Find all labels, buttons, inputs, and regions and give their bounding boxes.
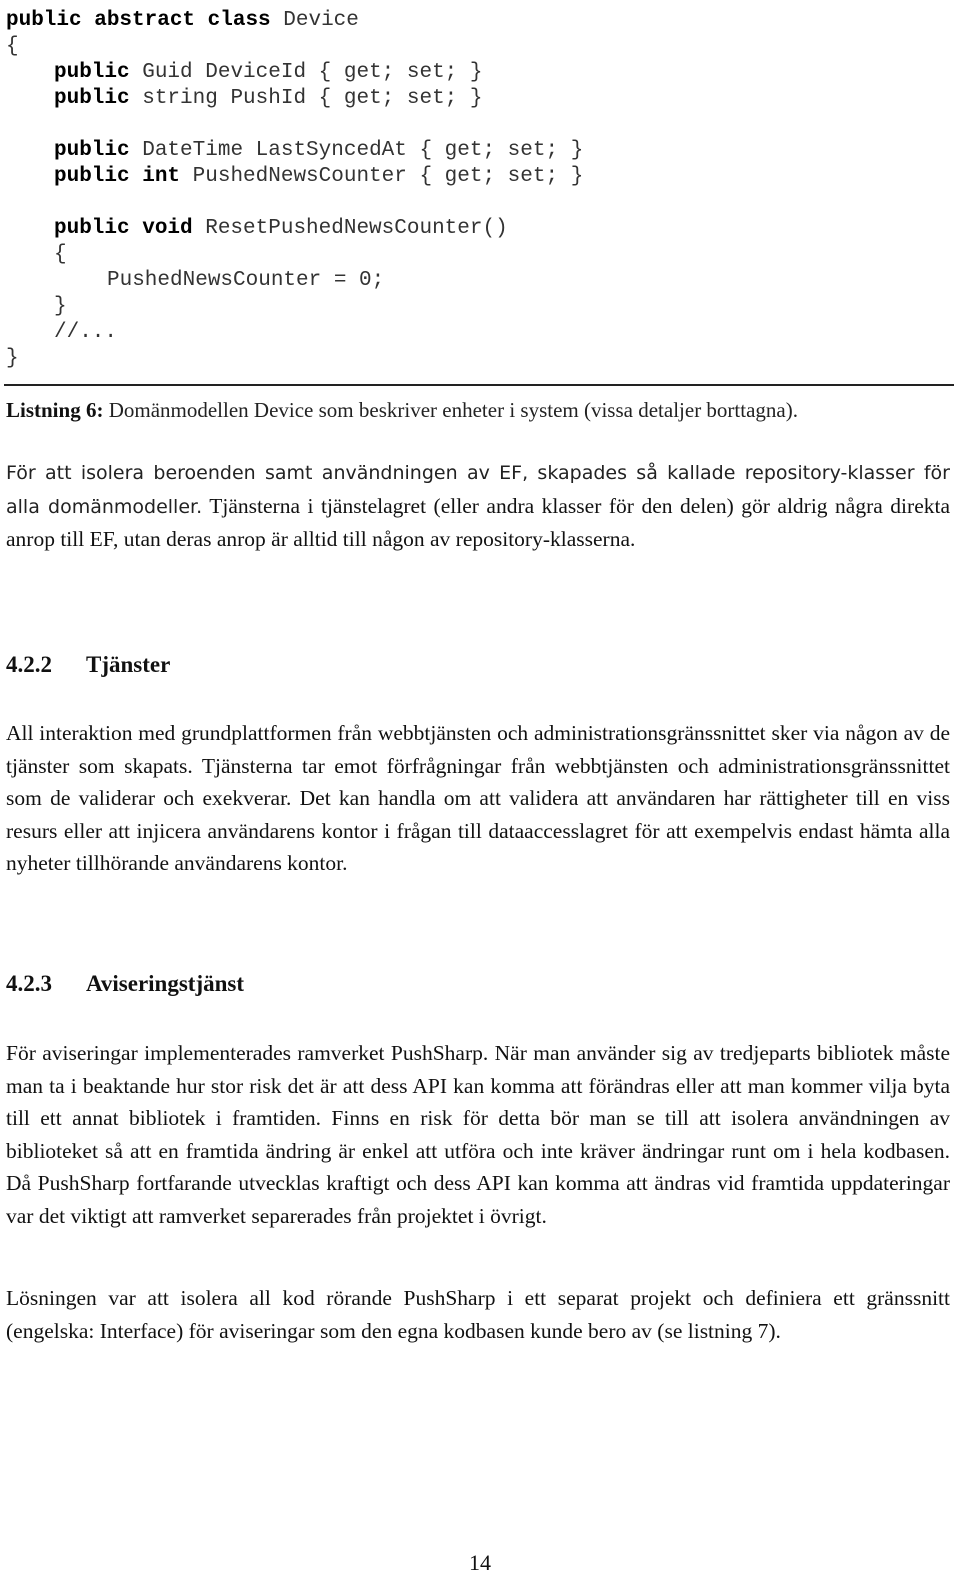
code-line: [6, 190, 583, 216]
code-text: PushedNewsCounter { get; set; }: [180, 165, 584, 188]
paragraph-repositories: [6, 456, 950, 556]
code-line: [6, 60, 583, 86]
code-line: [6, 86, 583, 112]
code-text: PushedNewsCounter = 0;: [107, 269, 385, 292]
code-keyword: public: [54, 87, 130, 110]
code-line: [6, 320, 583, 346]
code-line: [6, 138, 583, 164]
section-number: 4.2.3: [6, 971, 52, 996]
listing-caption: [6, 397, 798, 423]
code-text: }: [54, 295, 67, 318]
code-line: [6, 164, 583, 190]
section-title: Tjänster: [86, 652, 171, 677]
paragraph-pushsharp: För aviseringar implementerades ramverket PushSharp. När man använder sig av tredjeparts bibliotek måste man ta i beaktande hur stor risk det är att dess API kan komma att förändras eller att man kommer vilja byta till ett annat bibliotek i framtiden. Finns en risk för detta bör man se till att isolera användningen av biblioteket så att en framtida ändring är enkel att utföra och inte kräver ändringar runt om i hela kodbasen. Då PushSharp fortfarande utvecklas kraftigt och dess API kan komma att ändras vid framtida uppdateringar var det viktigt att ramverket separerades från projektet i övrigt.: [6, 1041, 950, 1228]
code-keyword: public: [54, 139, 130, 162]
page-number: 14: [469, 1550, 491, 1575]
code-text: ResetPushedNewsCounter(): [192, 217, 508, 240]
code-text: Device: [270, 9, 359, 32]
code-line: [6, 242, 583, 268]
code-keyword: public abstract class: [6, 9, 271, 32]
code-listing: [6, 8, 583, 372]
code-text: }: [6, 347, 19, 370]
paragraph-serif-text: Tjänsterna i tjänstelagret (eller andra klasser för den delen) gör aldrig några direkta anrop till EF, utan deras anrop är alltid till någon av repository-klasserna.: [6, 493, 951, 552]
code-keyword: public: [54, 61, 130, 84]
listing-divider: [4, 384, 954, 386]
code-text: string PushId { get; set; }: [129, 87, 483, 110]
code-line: [6, 346, 583, 372]
code-keyword: public int: [54, 165, 181, 188]
paragraph-solution: Lösningen var att isolera all kod rörande PushSharp i ett separat projekt och definiera ett gränssnitt (engelska: Interface) för aviseringar som den egna kodbasen kunde bero av (se listning 7).: [6, 1286, 950, 1343]
code-line: [6, 34, 583, 60]
code-text: {: [54, 243, 67, 266]
code-line: [6, 112, 583, 138]
paragraph-tjanster: All interaktion med grundplattformen från webbtjänsten och administrationsgränssnittet sker via någon av de tjänster som skapats. Tjänsterna tar emot förfrågningar från webbtjänsten och administrationsgränssnittet som de validerar och exekverar. Det kan handla om att validera att användaren har rättigheter till en viss resurs eller att injicera användarens kontor i frågan till dataaccesslagret för att exempelvis endast hämta alla nyheter tillhörande användarens kontor.: [6, 721, 950, 876]
code-keyword: public void: [54, 217, 193, 240]
section-heading-tjanster: [6, 650, 170, 680]
paragraph-sans-text: För att isolera beroenden samt användningen av EF, skapades så kallade repository-klasser för alla domänmodeller.: [6, 462, 950, 518]
code-line: [6, 294, 583, 320]
code-text: {: [6, 35, 19, 58]
code-text: DateTime LastSyncedAt { get; set; }: [129, 139, 584, 162]
section-number: 4.2.2: [6, 652, 52, 677]
code-line: [6, 8, 583, 34]
code-text: //...: [54, 321, 118, 344]
caption-text: Domänmodellen Device som beskriver enheter i system (vissa detaljer borttagna).: [103, 398, 798, 422]
caption-label: Listning 6:: [6, 398, 104, 422]
code-text: Guid DeviceId { get; set; }: [129, 61, 483, 84]
code-line: [6, 268, 583, 294]
section-title: Aviseringstjänst: [86, 971, 245, 996]
code-line: [6, 216, 583, 242]
section-heading-aviseringstjanst: [6, 969, 244, 999]
